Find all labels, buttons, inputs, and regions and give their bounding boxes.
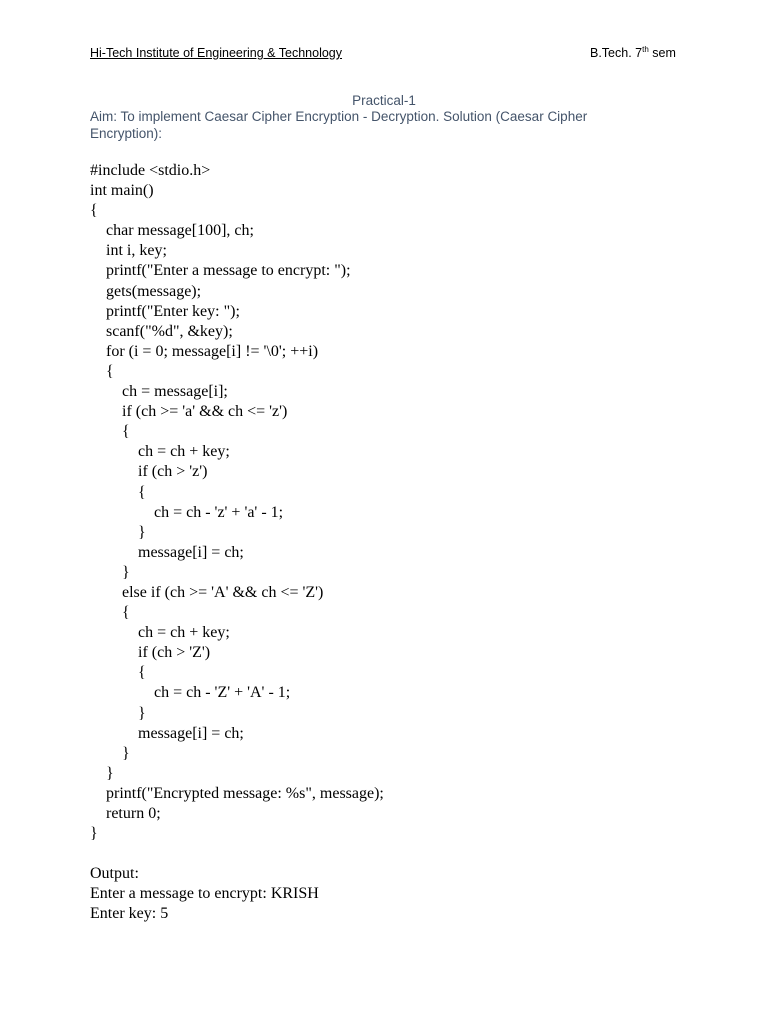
code-line: message[i] = ch; <box>90 543 244 561</box>
code-line: { <box>90 423 130 441</box>
code-line: if (ch >= 'a' && ch <= 'z') <box>90 403 288 421</box>
code-line: printf("Enter a message to encrypt: "); <box>90 262 351 280</box>
code-line: { <box>90 202 98 220</box>
output-line: Enter a message to encrypt: KRISH <box>90 885 319 903</box>
code-line: { <box>90 664 146 682</box>
code-line: if (ch > 'z') <box>90 463 208 481</box>
code-line: ch = ch - 'Z' + 'A' - 1; <box>90 684 291 702</box>
code-line: { <box>90 483 146 501</box>
aim-text: Aim: To implement Caesar Cipher Encryption - Decryption. Solution (Caesar Cipher Encryption): <box>90 109 588 141</box>
code-line: } <box>90 764 114 782</box>
code-line: ch = message[i]; <box>90 383 228 401</box>
code-line: } <box>90 704 146 722</box>
code-line: for (i = 0; message[i] != '\0'; ++i) <box>90 342 319 360</box>
code-line: gets(message); <box>90 282 202 300</box>
course-superscript: th <box>642 44 649 54</box>
code-line: int i, key; <box>90 242 167 260</box>
code-line: { <box>90 604 130 622</box>
course-suffix: sem <box>648 46 676 60</box>
code-line: printf("Encrypted message: %s", message); <box>90 784 384 802</box>
institute-name: Hi-Tech Institute of Engineering & Technology <box>90 46 343 60</box>
code-line: ch = ch + key; <box>90 624 230 642</box>
code-line: } <box>90 825 98 843</box>
code-line: else if (ch >= 'A' && ch <= 'Z') <box>90 583 324 601</box>
output-section <box>90 864 319 924</box>
code-block <box>90 161 384 844</box>
code-line: ch = ch - 'z' + 'a' - 1; <box>90 503 284 521</box>
code-line: int main() <box>90 182 154 200</box>
code-line: { <box>90 362 114 380</box>
code-line: #include <stdio.h> <box>90 162 211 179</box>
code-line: message[i] = ch; <box>90 724 244 742</box>
practical-title: Practical-1 <box>352 93 416 108</box>
output-heading: Output: <box>90 865 139 882</box>
code-line: ch = ch + key; <box>90 443 230 461</box>
course-prefix: B.Tech. 7 <box>590 46 643 60</box>
code-line: } <box>90 563 130 581</box>
code-line: return 0; <box>90 805 161 822</box>
code-line: } <box>90 523 146 541</box>
code-line: } <box>90 744 130 762</box>
output-line: Enter key: 5 <box>90 905 169 923</box>
code-line: char message[100], ch; <box>90 222 254 240</box>
course-semester <box>590 46 676 60</box>
code-line: scanf("%d", &key); <box>90 322 233 340</box>
code-line: if (ch > 'Z') <box>90 644 211 662</box>
code-line: printf("Enter key: "); <box>90 302 240 320</box>
